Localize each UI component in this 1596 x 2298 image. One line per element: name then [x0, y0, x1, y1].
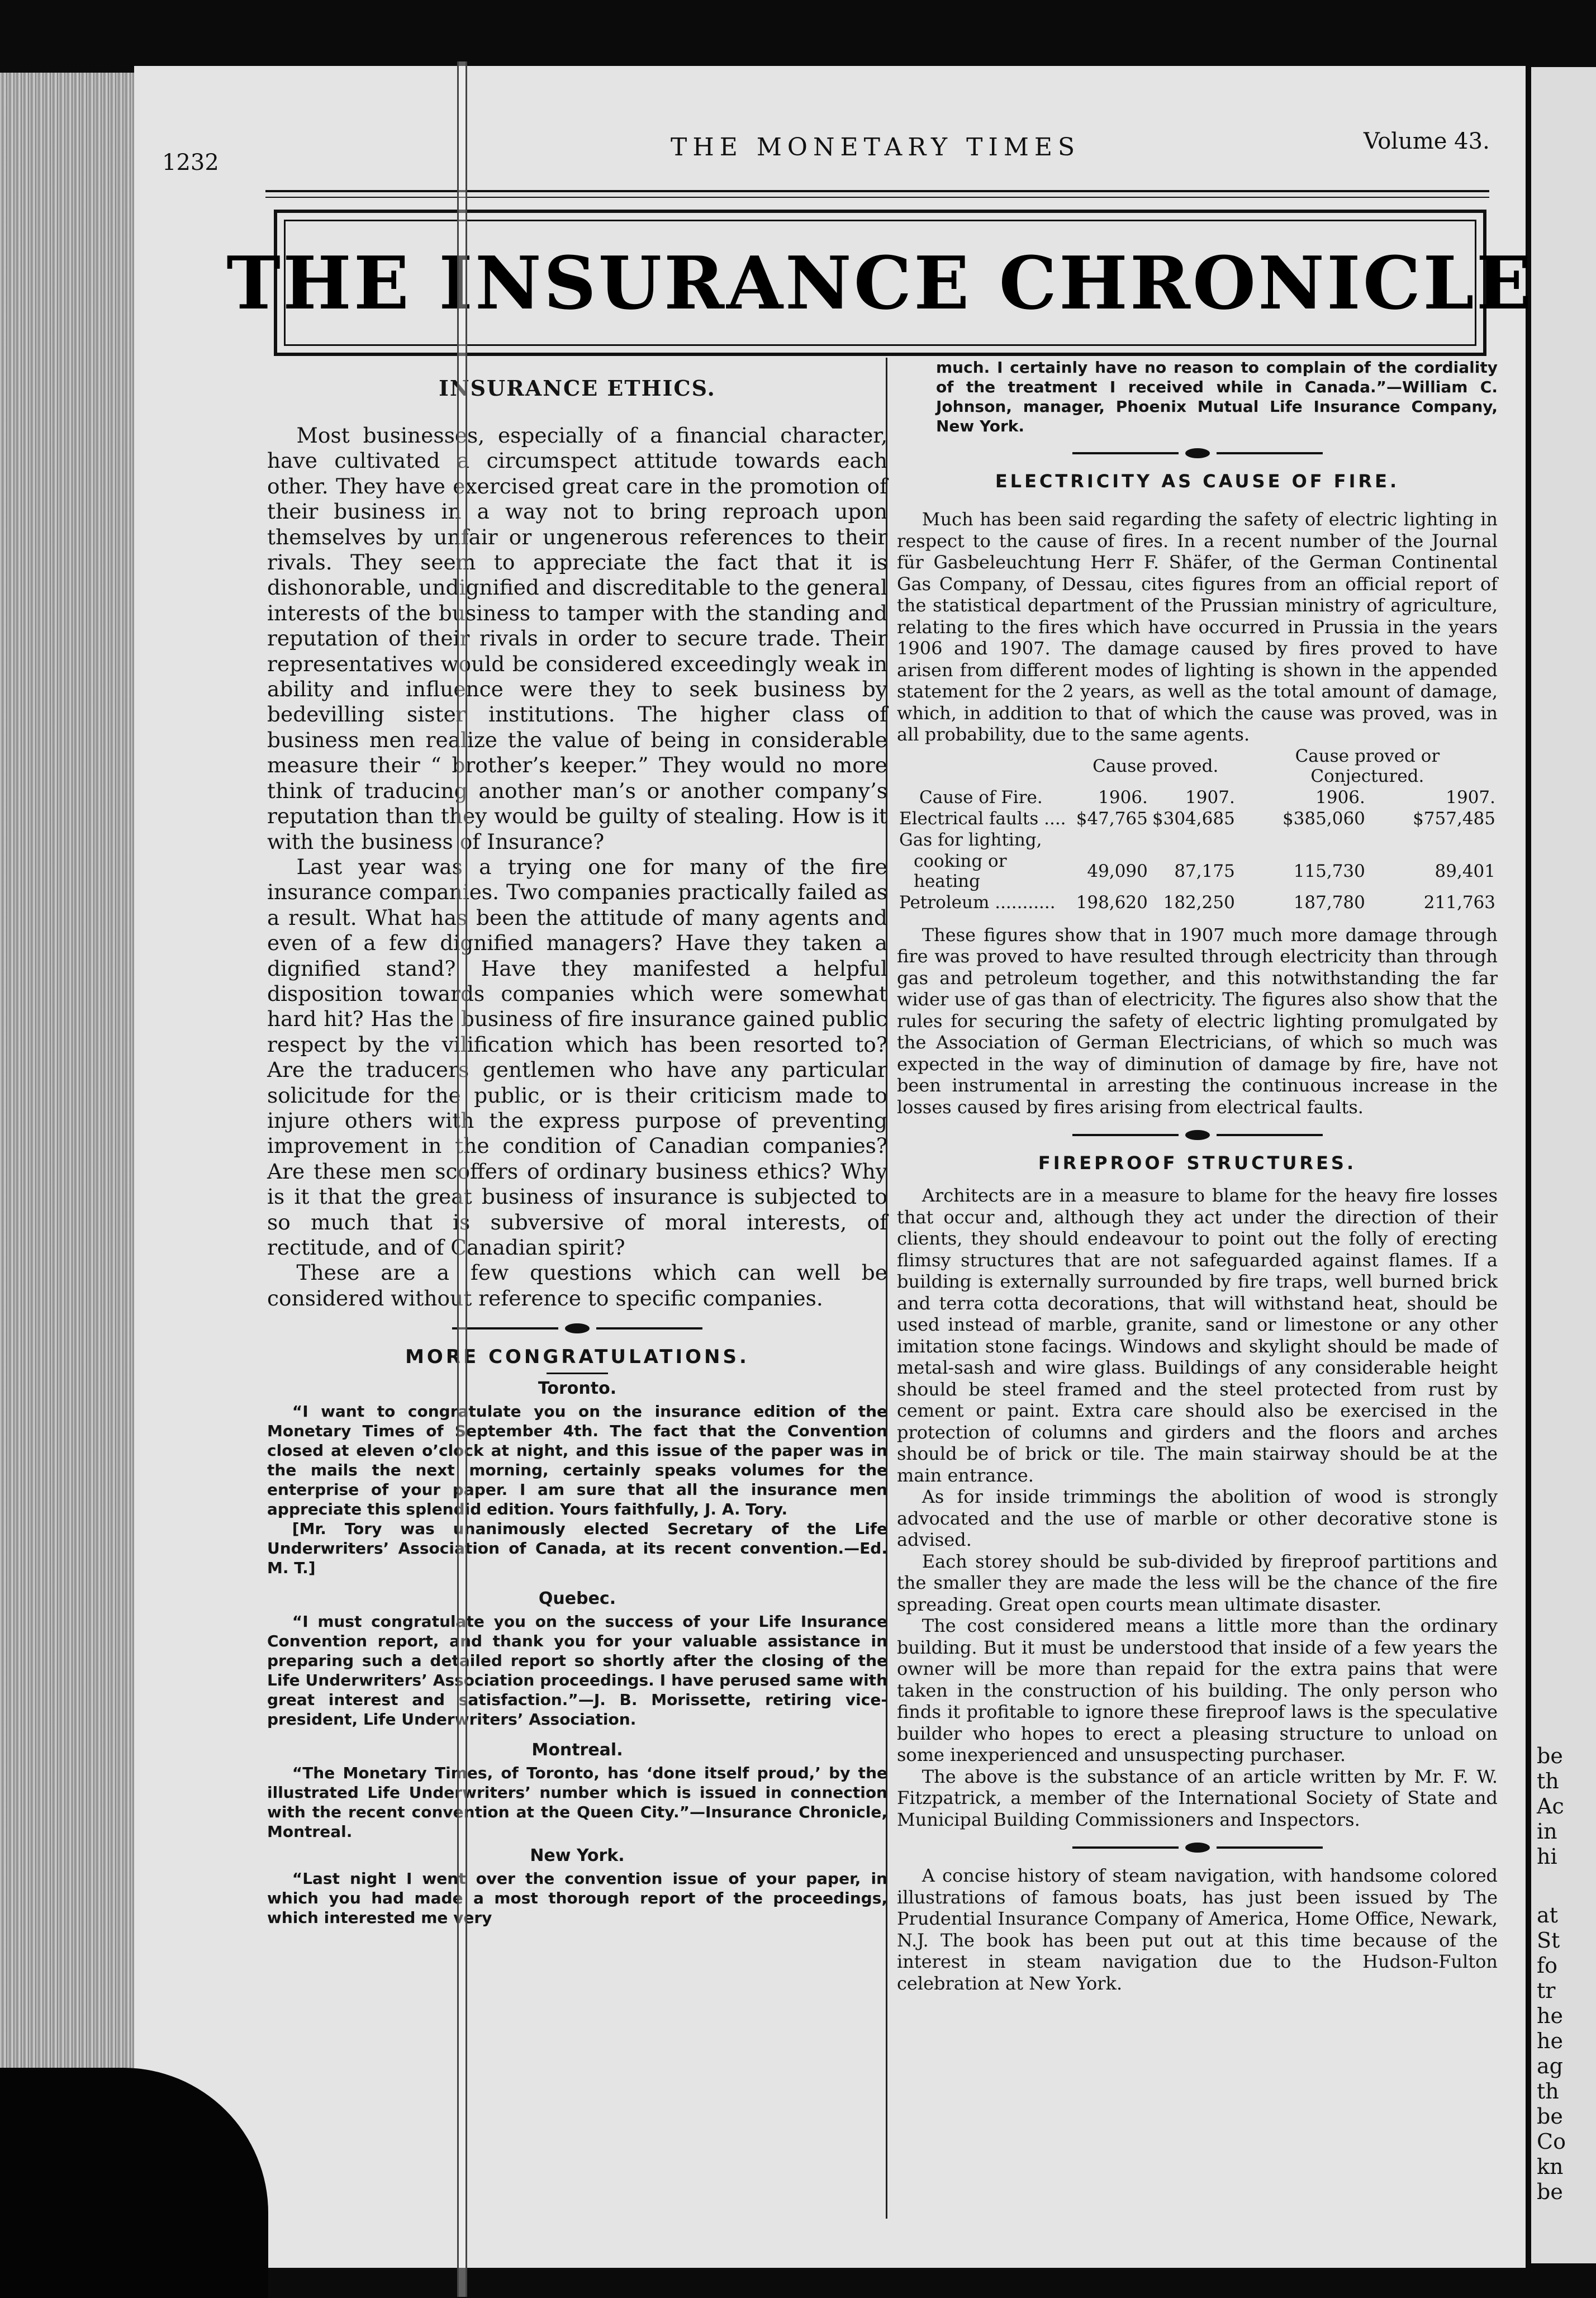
- header-rule-thin: [265, 197, 1489, 198]
- new-york-letter: “Last night I went over the convention issue of your paper, in which you had made a most thorough report of the proceedings, which interested me very: [267, 1869, 887, 1927]
- cell: $47,765: [1076, 808, 1148, 829]
- cell: 198,620: [1076, 892, 1148, 913]
- adjacent-page-fragment: he: [1537, 2029, 1563, 2053]
- steam-navigation-note: A concise history of steam navigation, with handsome colored illustrations of famous boats, has just been issued by The Prudential Insurance Company of America, Home Office, Newark, N.J. The book has been put out at this time because of the interest in steam navigation due to the Hudson-Fulton celebration at New York.: [897, 1865, 1498, 1994]
- year-header: 1906.: [1315, 787, 1365, 808]
- adjacent-page-fragment: fo: [1537, 1953, 1557, 1978]
- year-header: 1907.: [1185, 787, 1235, 808]
- adjacent-page-fragment: Ac: [1537, 1794, 1564, 1819]
- table-row: [897, 851, 1498, 892]
- adjacent-page-fragment: ag: [1537, 2054, 1563, 2078]
- cell: $304,685: [1152, 808, 1235, 829]
- left-column: [267, 369, 887, 1927]
- adjacent-page-fragment: th: [1537, 2079, 1559, 2104]
- quebec-letter: “I must congratulate you on the success of your Life Insurance Convention report, and thank you for your valuable assistance in preparing such a detailed report so shortly after the closing of the Life Underwriters’ Association proceedings. I have perused same with great interest and satisfaction.”—J. B. Morissette, retiring vice-president, Life Underwriters’ Association.: [267, 1612, 887, 1729]
- adjacent-page-fragment: th: [1537, 1769, 1559, 1793]
- cell: $385,060: [1282, 808, 1365, 829]
- heading-rule: [547, 1373, 608, 1374]
- banner-title: THE INSURANCE CHRONICLE: [226, 240, 1534, 326]
- row-label: cooking or heating: [914, 851, 1007, 891]
- section-banner: [226, 210, 1534, 356]
- fireproof-paragraph-1: Architects are in a measure to blame for the heavy fire losses that occur and, although they act under the direction of their clients, they should endeavour to point out the folly of erecting flimsy structures that are not safeguarded against flames. If a building is externally surrounded by fire traps, well burned brick and terra cotta decorations, that will withstand heat, should be used instead of marble, granite, sand or limestone or any other imitation stone facings. Windows and skylight should be made of metal-sash and wire glass. Buildings of any considerable height should be steel framed and the steel protected from rust by cement or paint. Extra care should also be exercised in the protection of columns and girders and the floors and arches should be of brick or tile. The main stairway should be at the main entrance.: [897, 1185, 1498, 1486]
- fireproof-heading: FIREPROOF STRUCTURES.: [1038, 1152, 1357, 1174]
- page-number: 1232: [162, 150, 219, 175]
- fireproof-paragraph-5: The above is the substance of an article written by Mr. F. W. Fitzpatrick, a member of the International Society of State and Municipal Building Commissioners and Inspectors.: [897, 1765, 1498, 1830]
- electricity-heading: ELECTRICITY AS CAUSE OF FIRE.: [995, 471, 1400, 492]
- fireproof-paragraph-3: Each storey should be sub-divided by fireproof partitions and the smaller they are made the less will be the chance of the fire spreading. Great open courts mean ultimate disaster.: [897, 1550, 1498, 1615]
- adjacent-page-fragment: be: [1537, 1744, 1563, 1768]
- row-label: Petroleum ...........: [899, 892, 1056, 913]
- fire-damage-table: [897, 746, 1498, 913]
- year-header: 1907.: [1446, 787, 1495, 808]
- city-toronto: Toronto.: [538, 1379, 617, 1399]
- cell: 182,250: [1163, 892, 1235, 913]
- ethics-paragraph-3: These are a few questions which can well be considered without reference to specific companies.: [267, 1260, 887, 1311]
- adjacent-page-fragment: kn: [1537, 2154, 1564, 2179]
- adjacent-page-fragment: tr: [1537, 1978, 1556, 2003]
- ethics-paragraph-1: Most businesses, especially of a financial character, have cultivated a circumspect attitude towards each other. They have exercised great care in the promotion of their business in a way not to bring reproach upon themselves by unfair or ungenerous references to their rivals. They seem to appreciate the fact that it is dishonorable, undignified and discreditable to the general interests of the business to tamper with the standing and reputation of their rivals in order to secure trade. Their representatives would be considered exceedingly weak in ability and influence were they to seek business by bedevilling sister institutions. The higher class of business men realize the value of being in considerable measure their “ brother’s keeper.” They would no more think of traducing another man’s or another company’s reputation than they would be guilty of stealing. How is it with the business of Insurance?: [267, 423, 887, 854]
- adjacent-page-fragment: Co: [1537, 2129, 1566, 2154]
- table-row: [897, 892, 1498, 913]
- toronto-editor-note: [Mr. Tory was unanimously elected Secretary of the Life Underwriters’ Association of Canada, at its recent convention.—Ed. M. T.]: [267, 1520, 887, 1578]
- ethics-paragraph-2: Last year was a trying one for many of the fire insurance companies. Two companies practically failed as a result. What has been the attitude of many agents and even of a few dignified managers? Have they taken a dignified stand? Have they manifested a helpful disposition towards companies which were somewhat hard hit? Has the business of fire insurance gained public respect by the vilification which has been resorted to? Are the traducers gentlemen who have any particular solicitude for the public, or is their criticism made to injure others with the express purpose of preventing improvement in the condition of Canadian companies? Are these men scoffers of ordinary business ethics? Why is it that the great business of insurance is subjected to so much that is subversive of moral interests, of rectitude, and of Canadian spirit?: [267, 854, 887, 1260]
- city-new-york: New York.: [530, 1846, 625, 1866]
- fireproof-paragraph-4: The cost considered means a little more than the ordinary building. But it must be understood that inside of a few years the owner will be more than repaid for the extra pains that were taken in the construction of his building. The only person who finds it profitable to ignore these fireproof laws is the speculative builder who hopes to erect a pleasing structure to unload on some inexperienced and unsuspecting purchaser.: [897, 1615, 1498, 1765]
- congrats-heading: MORE CONGRATULATIONS.: [405, 1346, 749, 1369]
- volume-label: Volume 43.: [1364, 129, 1490, 154]
- table-group-proved: Cause proved.: [1092, 756, 1219, 776]
- section-ornament: [897, 1843, 1498, 1853]
- adjacent-page-fragment: at: [1537, 1903, 1558, 1927]
- adjacent-page-fragment: in: [1537, 1819, 1557, 1844]
- page-stack-edges: [0, 73, 134, 2252]
- header-rule: [265, 190, 1489, 192]
- adjacent-page-fragment: St: [1537, 1928, 1560, 1953]
- section-ornament: [267, 1323, 887, 1333]
- year-header: 1906.: [1098, 787, 1148, 808]
- cell: 87,175: [1174, 861, 1235, 881]
- city-montreal: Montreal.: [531, 1740, 623, 1760]
- cell: 211,763: [1423, 892, 1495, 913]
- adjacent-page-fragment: be: [1537, 2104, 1563, 2129]
- table-col-label: Cause of Fire.: [919, 787, 1043, 808]
- binding-crease: [457, 61, 467, 2297]
- section-ornament: [897, 448, 1498, 458]
- cell: 187,780: [1293, 892, 1365, 913]
- cell: $757,485: [1413, 808, 1495, 829]
- adjacent-page-strip: [1531, 67, 1596, 2263]
- new-york-letter-continued: much. I certainly have no reason to complain of the cordiality of the treatment I received while in Canada.”—William C. Johnson, manager, Phoenix Mutual Life Insurance Company, New York.: [936, 358, 1498, 435]
- row-label: Gas for lighting,: [899, 829, 1042, 850]
- fireproof-paragraph-2: As for inside trimmings the abolition of wood is strongly advocated and the use of marble or other decorative stone is advised.: [897, 1486, 1498, 1550]
- table-row: [897, 829, 1498, 851]
- publication-title: THE MONETARY TIMES: [671, 133, 1081, 162]
- adjacent-page-fragment: hi: [1537, 1844, 1557, 1869]
- cell: 89,401: [1434, 861, 1495, 881]
- table-group-conjectured: Cause proved or Conjectured.: [1295, 746, 1440, 786]
- electricity-intro: Much has been said regarding the safety of electric lighting in respect to the cause of fires. In a recent number of the Journal für Gasbeleuchtung Herr F. Shäfer, of the German Continental Gas Company, of Dessau, cites figures from an official report of the statistical department of the Prussian ministry of agriculture, relating to the fires which have occurred in Prussia in the years 1906 and 1907. The damage caused by fires proved to have arisen from different modes of lighting is shown in the appended statement for the 2 years, as well as the total amount of damage, which, in addition to that of which the cause was proved, was in all probability, due to the same agents.: [897, 509, 1498, 745]
- toronto-letter: “I want to congratulate you on the insurance edition of the Monetary Times of September 4th. The fact that the Convention closed at eleven o’clock at night, and this issue of the paper was in the mails the next morning, certainly speaks volumes for the enterprise of your paper. I am sure that all the insurance men appreciate this splendid edition. Yours faithfully, J. A. Tory.: [267, 1402, 887, 1519]
- table-row: [897, 808, 1498, 829]
- city-quebec: Quebec.: [538, 1589, 616, 1609]
- electricity-conclusion: These figures show that in 1907 much more damage through fire was proved to have resulted through electricity than through gas and petroleum together, and this notwithstanding the far wider use of gas than of electricity. The figures also show that the rules for securing the safety of electric lighting promulgated by the Association of German Electricians, of which so much was expected in the way of diminution of damage by fire, have not been instrumental in arresting the continuous increase in the losses caused by fires arising from electrical faults.: [897, 924, 1498, 1118]
- cell: 49,090: [1087, 861, 1148, 881]
- adjacent-page-fragment: be: [1537, 2180, 1563, 2204]
- adjacent-page-fragment: he: [1537, 2003, 1563, 2028]
- montreal-letter: “The Monetary Times, of Toronto, has ‘done itself proud,’ by the illustrated Life Underwriters’ number which is issued in connection with the recent convention at the Queen City.”—Insurance Chronicle, Montreal.: [267, 1764, 887, 1841]
- section-ornament: [897, 1130, 1498, 1140]
- right-column: [897, 358, 1498, 1994]
- cell: 115,730: [1293, 861, 1365, 881]
- ethics-heading: INSURANCE ETHICS.: [439, 376, 716, 401]
- row-label: Electrical faults ....: [899, 808, 1066, 829]
